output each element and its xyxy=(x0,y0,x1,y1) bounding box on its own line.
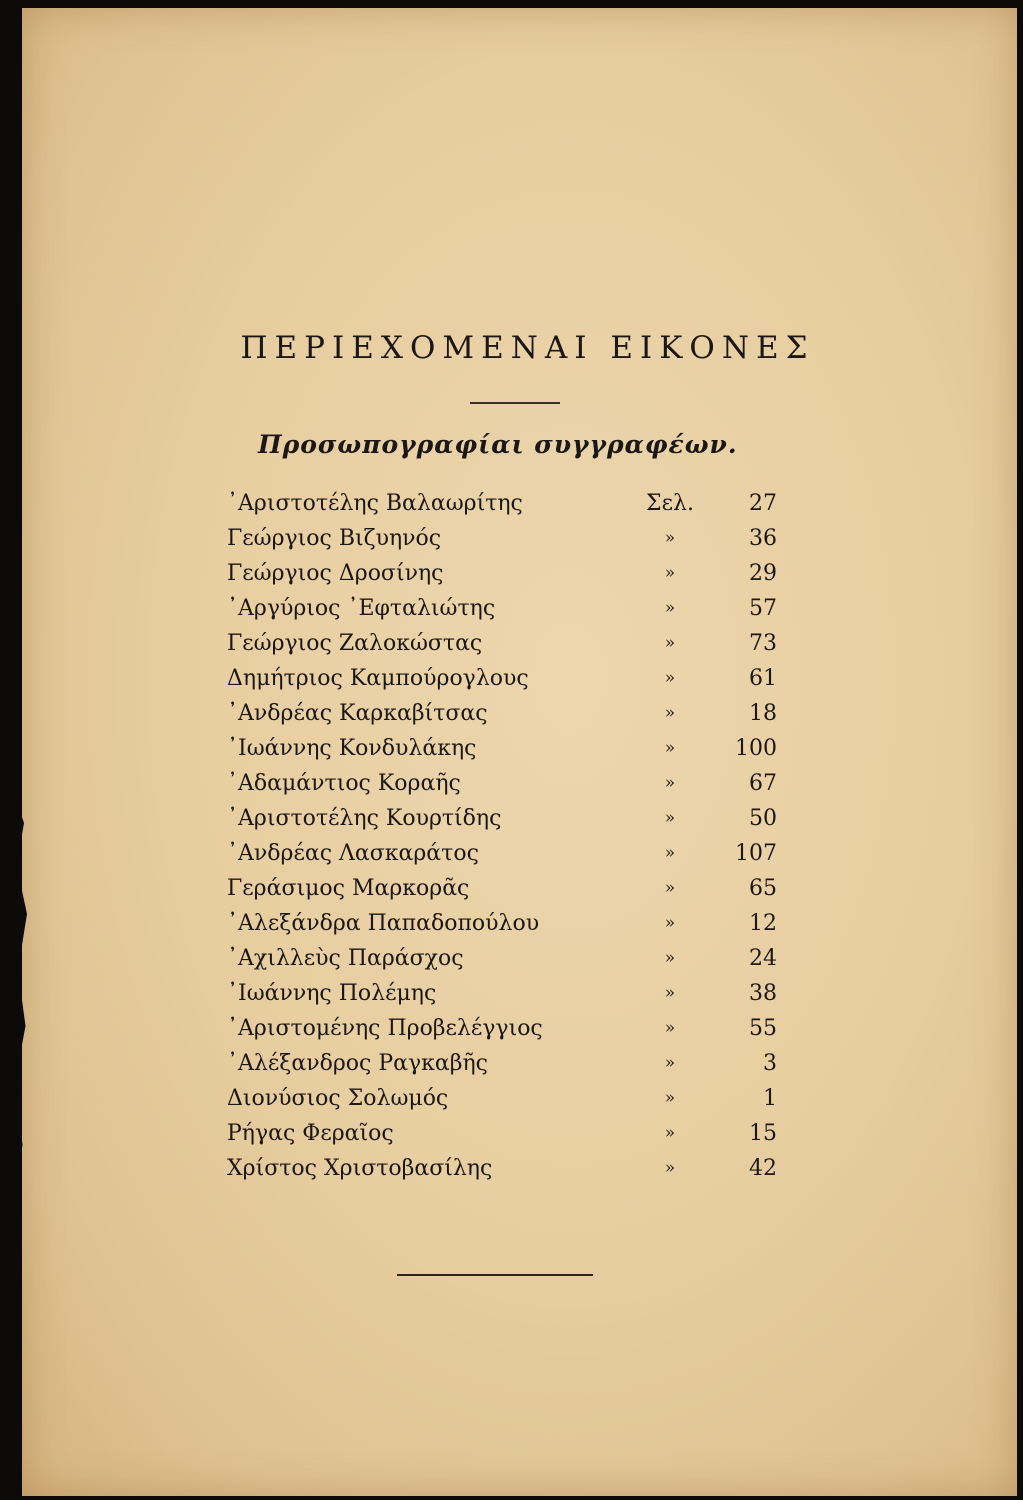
toc-page-number: 3 xyxy=(763,1051,777,1076)
toc-page-number: 1 xyxy=(763,1086,777,1111)
toc-author-name: Δημήτριος Καμπούρογλους xyxy=(227,666,529,691)
toc-page-marker: » xyxy=(664,808,676,828)
toc-page-number: 65 xyxy=(749,876,777,901)
toc-author-name: ᾿Αριστοτέλης Κουρτίδης xyxy=(227,806,502,831)
toc-page-marker: » xyxy=(664,1018,676,1038)
toc-row xyxy=(227,1081,787,1116)
toc-row xyxy=(227,1151,787,1186)
toc-page-marker: » xyxy=(664,913,676,933)
toc-page-marker: » xyxy=(664,668,676,688)
toc-page-number: 61 xyxy=(749,666,777,691)
toc-author-name: ᾿Αριστοτέλης Βαλαωρίτης xyxy=(227,491,523,516)
toc-page-marker: » xyxy=(664,528,676,548)
toc-author-name: ᾿Αδαμάντιος Κοραῆς xyxy=(227,771,461,796)
toc-page-marker: » xyxy=(664,633,676,653)
toc-page-number: 24 xyxy=(749,946,777,971)
toc-author-name: ᾿Αχιλλεὺς Παράσχος xyxy=(227,946,464,971)
toc-page-number: 42 xyxy=(749,1156,777,1181)
toc-page-number: 18 xyxy=(749,701,777,726)
toc-page-marker: » xyxy=(664,1053,676,1073)
toc-page-number: 12 xyxy=(749,911,777,936)
page-title: ΠΕΡΙΕΧΟΜΕΝΑΙ ΕΙΚΟΝΕΣ xyxy=(240,330,815,366)
bottom-divider xyxy=(397,1274,593,1276)
toc-row xyxy=(227,801,787,836)
toc-page-marker: » xyxy=(664,983,676,1003)
toc-row xyxy=(227,1116,787,1151)
toc-page-number: 107 xyxy=(735,841,777,866)
toc-author-name: Διονύσιος Σολωμός xyxy=(227,1086,449,1111)
toc-row xyxy=(227,871,787,906)
toc-page-marker: » xyxy=(664,1123,676,1143)
toc-row xyxy=(227,486,787,521)
title-divider xyxy=(470,402,560,404)
toc-row xyxy=(227,976,787,1011)
toc-page-number: 38 xyxy=(749,981,777,1006)
paper-sheet xyxy=(22,8,1017,1496)
toc-author-name: Ρήγας Φεραῖος xyxy=(227,1121,394,1146)
toc-page-marker: » xyxy=(664,703,676,723)
toc-page-marker: » xyxy=(664,598,676,618)
toc-row xyxy=(227,556,787,591)
toc-row xyxy=(227,626,787,661)
toc-row xyxy=(227,661,787,696)
toc-page-number: 15 xyxy=(749,1121,777,1146)
toc-author-name: ᾿Ανδρέας Καρκαβίτσας xyxy=(227,701,488,726)
table-of-contents xyxy=(227,486,787,1186)
section-subtitle: Προσωπογραφίαι συγγραφέων. xyxy=(258,430,738,459)
toc-page-number: 73 xyxy=(749,631,777,656)
toc-page-marker: » xyxy=(664,563,676,583)
toc-page-marker: » xyxy=(664,878,676,898)
toc-row xyxy=(227,1046,787,1081)
toc-page-marker: » xyxy=(664,773,676,793)
toc-row xyxy=(227,591,787,626)
toc-page-number: 36 xyxy=(749,526,777,551)
toc-page-marker: » xyxy=(664,843,676,863)
toc-page-number: 50 xyxy=(749,806,777,831)
toc-page-number: 67 xyxy=(749,771,777,796)
toc-row xyxy=(227,696,787,731)
toc-page-number: 55 xyxy=(749,1016,777,1041)
toc-author-name: Γεώργιος Βιζυηνός xyxy=(227,526,442,551)
toc-page-marker: » xyxy=(664,738,676,758)
toc-page-marker: » xyxy=(664,1088,676,1108)
toc-row xyxy=(227,836,787,871)
toc-page-number: 29 xyxy=(749,561,777,586)
toc-author-name: ᾿Αλεξάνδρα Παπαδοπούλου xyxy=(227,911,540,936)
toc-row xyxy=(227,766,787,801)
toc-author-name: Γεώργιος Ζαλοκώστας xyxy=(227,631,483,656)
toc-author-name: ᾿Ανδρέας Λασκαράτος xyxy=(227,841,479,866)
toc-row xyxy=(227,1011,787,1046)
toc-page-number: 57 xyxy=(749,596,777,621)
toc-page-marker: Σελ. xyxy=(646,491,694,516)
toc-author-name: ᾿Αλέξανδρος Ραγκαβῆς xyxy=(227,1051,488,1076)
toc-author-name: ᾿Ιωάννης Κονδυλάκης xyxy=(227,736,477,761)
toc-page-marker: » xyxy=(664,1158,676,1178)
toc-page-marker: » xyxy=(664,948,676,968)
toc-page-number: 100 xyxy=(735,736,777,761)
toc-author-name: Χρίστος Χριστοβασίλης xyxy=(227,1156,493,1181)
toc-row xyxy=(227,906,787,941)
toc-row xyxy=(227,521,787,556)
toc-page-number: 27 xyxy=(749,491,777,516)
toc-author-name: Γεώργιος Δροσίνης xyxy=(227,561,444,586)
toc-author-name: ᾿Αργύριος ᾿Εφταλιώτης xyxy=(227,596,496,621)
toc-author-name: ᾿Αριστομένης Προβελέγγιος xyxy=(227,1016,543,1041)
toc-row xyxy=(227,941,787,976)
toc-row xyxy=(227,731,787,766)
toc-author-name: ᾿Ιωάννης Πολέμης xyxy=(227,981,437,1006)
toc-author-name: Γεράσιμος Μαρκορᾶς xyxy=(227,876,470,901)
